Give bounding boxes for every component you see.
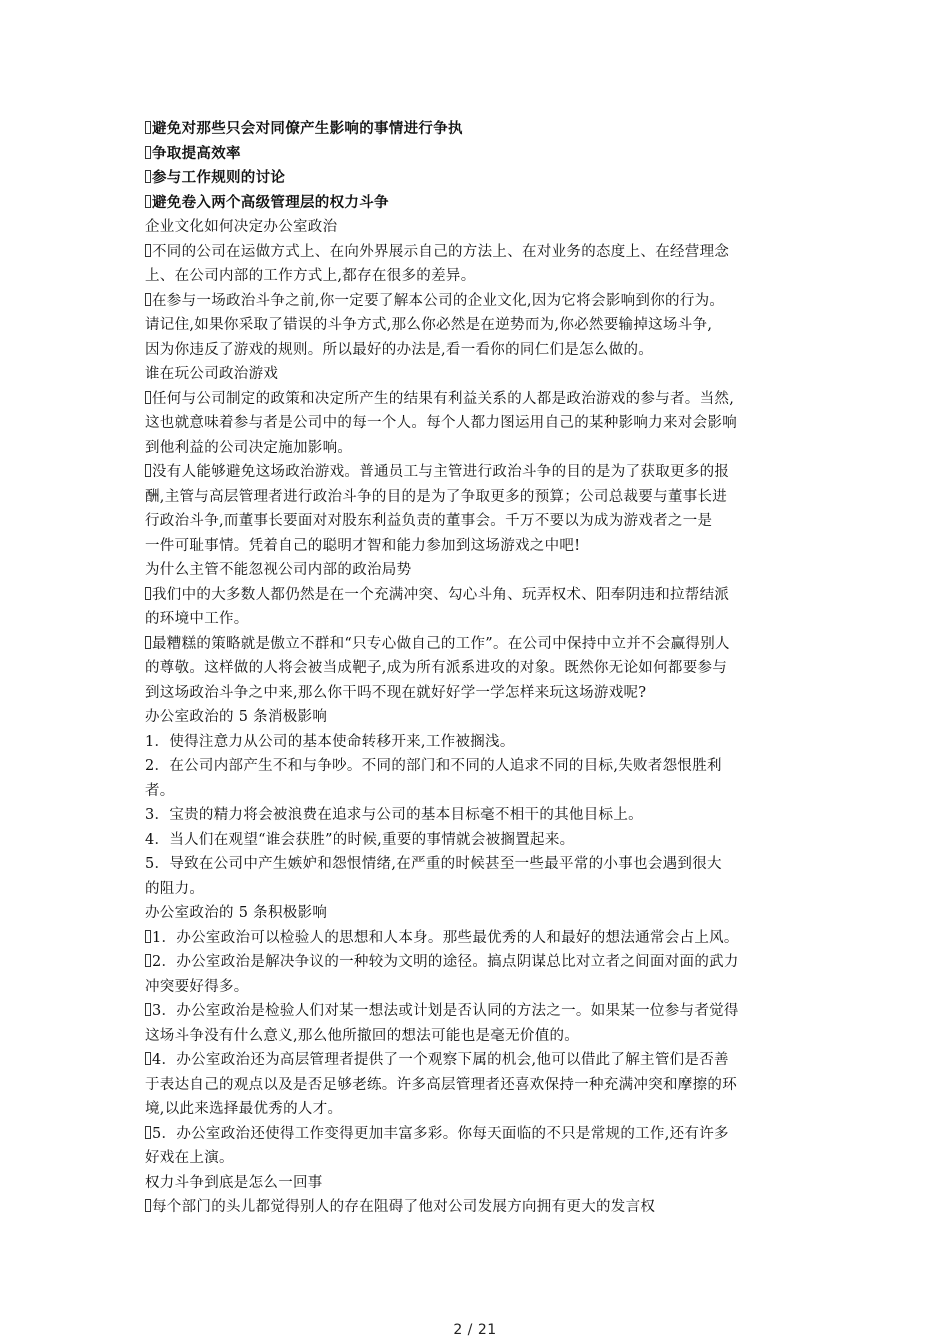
text-line — [145, 436, 815, 461]
text-line — [145, 1097, 815, 1122]
text-line-content: 2．办公室政治是解决争议的一种较为文明的途径。搞点阴谋总比对立者之间面对面的武力 — [152, 954, 739, 970]
missing-glyph-icon — [145, 1052, 151, 1065]
text-line-content: 没有人能够避免这场政治游戏。普通员工与主管进行政治斗争的目的是为了获取更多的报 — [152, 464, 730, 480]
text-line — [145, 1146, 815, 1171]
text-line-content: 到他利益的公司决定施加影响。 — [145, 439, 353, 456]
text-line-content: 2．在公司内部产生不和与争吵。不同的部门和不同的人追求不同的目标,失败者怨恨胜利 — [145, 758, 722, 774]
text-line — [145, 411, 815, 436]
text-line — [145, 1195, 815, 1220]
text-line-content: 3．办公室政治是检验人们对某一想法或计划是否认同的方法之一。如果某一位参与者觉得 — [152, 1003, 739, 1019]
text-line — [145, 289, 815, 314]
text-line-content: 冲突要好得多。 — [145, 978, 249, 995]
missing-glyph-icon — [145, 1199, 151, 1212]
text-line-content: 者。 — [145, 782, 175, 799]
text-line — [145, 1171, 815, 1196]
text-line — [145, 730, 815, 755]
text-line-content: 上、在公司内部的工作方式上,都存在很多的差异。 — [145, 268, 476, 284]
text-line-content: 避免卷入两个高级管理层的权力斗争 — [152, 193, 389, 211]
text-line-content: 的阻力。 — [145, 880, 205, 897]
text-line — [145, 534, 815, 559]
text-line — [145, 681, 815, 706]
text-line — [145, 460, 815, 485]
text-line — [145, 999, 815, 1024]
missing-glyph-icon — [145, 170, 151, 183]
text-line — [145, 975, 815, 1000]
text-line — [145, 852, 815, 877]
text-line — [145, 583, 815, 608]
text-line-content: 1．使得注意力从公司的基本使命转移开来,工作被搁浅。 — [145, 733, 515, 750]
text-line-content: 为什么主管不能忽视公司内部的政治局势 — [145, 562, 412, 578]
text-line-content: 好戏在上演。 — [145, 1150, 234, 1166]
missing-glyph-icon — [145, 587, 151, 600]
text-line-content: 5．导致在公司中产生嫉妒和怨恨情绪,在严重的时候甚至一些最平常的小事也会遇到很大 — [145, 856, 722, 872]
text-line-content: 于表达自己的观点以及是否足够老练。许多高层管理者还喜欢保持一种充满冲突和摩擦的环 — [145, 1076, 737, 1093]
page-number: 2 / 21 — [453, 1322, 497, 1338]
text-line-content: 我们中的大多数人都仍然是在一个充满冲突、勾心斗角、玩弄权术、阳奉阴违和拉帮结派 — [152, 586, 730, 603]
text-line — [145, 240, 815, 265]
text-line — [145, 901, 815, 926]
text-line — [145, 166, 815, 191]
missing-glyph-icon — [145, 1003, 151, 1016]
missing-glyph-icon — [145, 636, 151, 649]
text-line — [145, 1073, 815, 1098]
text-line — [145, 656, 815, 681]
text-line — [145, 607, 815, 632]
text-line-content: 企业文化如何决定办公室政治 — [145, 219, 338, 235]
text-line — [145, 1024, 815, 1049]
text-line — [145, 313, 815, 338]
text-line — [145, 1122, 815, 1147]
text-line-content: 谁在玩公司政治游戏 — [145, 366, 279, 382]
missing-glyph-icon — [145, 954, 151, 967]
text-line — [145, 828, 815, 853]
text-line — [145, 362, 815, 387]
missing-glyph-icon — [145, 121, 151, 134]
text-line-content: 的尊敬。这样做的人将会被当成靶子,成为所有派系进攻的对象。既然你无论如何都要参与 — [145, 660, 728, 676]
text-line-content: 不同的公司在运做方式上、在向外界展示自己的方法上、在对业务的态度上、在经营理念 — [152, 243, 730, 260]
text-line-content: 这也就意味着参与者是公司中的每一个人。每个人都力图运用自己的某种影响力来对会影响 — [145, 415, 737, 431]
text-line — [145, 926, 815, 951]
text-line — [145, 142, 815, 167]
missing-glyph-icon — [145, 930, 151, 943]
text-line — [145, 485, 815, 510]
text-line — [145, 509, 815, 534]
document-body — [145, 117, 815, 1220]
text-line — [145, 877, 815, 902]
missing-glyph-icon — [145, 464, 151, 477]
text-line — [145, 117, 815, 142]
text-line — [145, 558, 815, 583]
text-line-content: 因为你违反了游戏的规则。所以最好的办法是,看一看你的同仁们是怎么做的。 — [145, 341, 654, 358]
text-line-content: 酬,主管与高层管理者进行政治斗争的目的是为了争取更多的预算；公司总裁要与董事长进 — [145, 488, 728, 505]
text-line-content: 每个部门的头儿都觉得别人的存在阻碍了他对公司发展方向拥有更大的发言权 — [152, 1199, 656, 1215]
text-line-content: 在参与一场政治斗争之前,你一定要了解本公司的企业文化,因为它将会影响到你的行为。 — [152, 292, 725, 309]
text-line-content: 到这场政治斗争之中来,那么你干吗不现在就好好学一学怎样来玩这场游戏呢? — [145, 684, 647, 701]
text-line-content: 境,以此来选择最优秀的人才。 — [145, 1101, 343, 1117]
text-line-content: 避免对那些只会对同僚产生影响的事情进行争执 — [152, 120, 463, 137]
text-line — [145, 779, 815, 804]
text-line-content: 4．办公室政治还为高层管理者提供了一个观察下属的机会,他可以借此了解主管们是否善 — [152, 1052, 729, 1068]
text-line — [145, 705, 815, 730]
text-line — [145, 803, 815, 828]
text-line-content: 办公室政治的 5 条消极影响 — [145, 709, 328, 725]
text-line — [145, 215, 815, 240]
missing-glyph-icon — [145, 244, 151, 257]
text-line-content: 任何与公司制定的政策和决定所产生的结果有利益关系的人都是政治游戏的参与者。当然, — [152, 390, 735, 407]
text-line-content: 办公室政治的 5 条积极影响 — [145, 905, 328, 921]
missing-glyph-icon — [145, 391, 151, 404]
text-line-content: 1．办公室政治可以检验人的思想和人本身。那些最优秀的人和最好的想法通常会占上风。 — [152, 929, 739, 946]
text-line-content: 3．宝贵的精力将会被浪费在追求与公司的基本目标毫不相干的其他目标上。 — [145, 807, 643, 823]
text-line-content: 请记住,如果你采取了错误的斗争方式,那么你必然是在逆势而为,你必然要输掉这场斗争, — [145, 317, 713, 333]
text-line — [145, 191, 815, 216]
text-line-content: 参与工作规则的讨论 — [152, 169, 286, 186]
text-line-content: 5．办公室政治还使得工作变得更加丰富多彩。你每天面临的不只是常规的工作,还有许多 — [152, 1125, 729, 1142]
missing-glyph-icon — [145, 195, 151, 208]
text-line-content: 最糟糕的策略就是傲立不群和“只专心做自己的工作”。在公司中保持中立并不会赢得别人 — [152, 635, 730, 652]
missing-glyph-icon — [145, 146, 151, 159]
missing-glyph-icon — [145, 293, 151, 306]
text-line-content: 这场斗争没有什么意义,那么他所撤回的想法可能也是毫无价值的。 — [145, 1027, 580, 1044]
text-line-content: 4．当人们在观望“谁会获胜”的时候,重要的事情就会被搁置起来。 — [145, 831, 575, 848]
text-line-content: 行政治斗争,而董事长要面对对股东利益负责的董事会。千万不要以为成为游戏者之一是 — [145, 513, 713, 529]
text-line-content: 权力斗争到底是怎么一回事 — [145, 1174, 323, 1191]
text-line-content: 的环境中工作。 — [145, 611, 249, 627]
missing-glyph-icon — [145, 1126, 151, 1139]
text-line-content: 争取提高效率 — [152, 144, 241, 162]
text-line — [145, 264, 815, 289]
text-line — [145, 387, 815, 412]
text-line — [145, 1048, 815, 1073]
text-line — [145, 754, 815, 779]
text-line — [145, 632, 815, 657]
text-line-content: 一件可耻事情。凭着自己的聪明才智和能力参加到这场游戏之中吧! — [145, 537, 581, 554]
text-line — [145, 338, 815, 363]
text-line — [145, 950, 815, 975]
